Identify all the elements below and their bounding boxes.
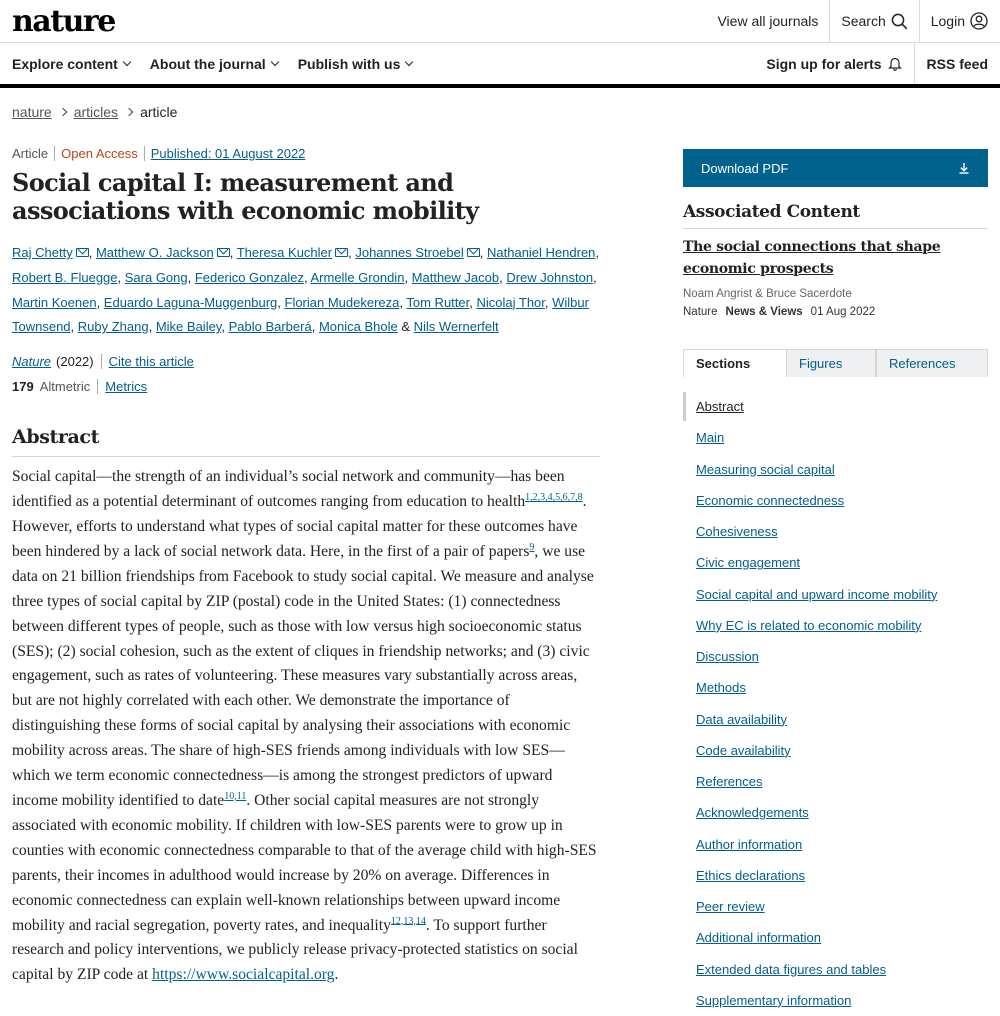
publish-with-us-menu[interactable] xyxy=(298,56,413,72)
journal-link[interactable]: Nature xyxy=(12,354,52,370)
author-link[interactable]: Wilbur Townsend xyxy=(12,294,589,335)
section-link[interactable]: Economic connectedness xyxy=(696,492,845,508)
section-link[interactable]: Code availability xyxy=(696,742,791,758)
divider xyxy=(97,379,98,394)
email-icon[interactable] xyxy=(217,248,230,257)
section-link[interactable]: Peer review xyxy=(696,899,765,915)
chevron-right-icon xyxy=(58,108,66,116)
section-link[interactable]: Ethics declarations xyxy=(696,867,806,883)
section-item[interactable] xyxy=(683,579,988,610)
open-access-label: Open Access xyxy=(61,146,138,161)
divider xyxy=(144,146,145,161)
login-button[interactable] xyxy=(920,0,988,42)
author-link[interactable]: Monica Bhole xyxy=(318,319,398,335)
about-journal-menu[interactable] xyxy=(150,56,278,72)
main-nav xyxy=(0,43,1000,88)
sidebar xyxy=(683,149,988,1016)
associated-type: News & Views xyxy=(725,306,803,318)
explore-content-menu[interactable] xyxy=(12,56,130,72)
section-link[interactable]: Additional information xyxy=(696,930,822,946)
section-item[interactable] xyxy=(683,860,988,891)
section-list xyxy=(683,391,988,1016)
section-link[interactable]: Supplementary information xyxy=(696,992,852,1008)
author-link[interactable]: Robert B. Fluegge xyxy=(12,269,118,285)
author-link[interactable]: Matthew O. Jackson xyxy=(95,245,214,260)
reference-link[interactable]: 12,13,14 xyxy=(390,915,426,927)
abstract-heading: Abstract xyxy=(12,426,600,457)
metrics-row xyxy=(12,379,600,394)
published-date-link[interactable]: Published: 01 August 2022 xyxy=(150,146,306,161)
author-link[interactable]: Nicolaj Thor xyxy=(476,294,545,310)
section-link[interactable]: Methods xyxy=(696,680,746,696)
article-main xyxy=(12,146,600,988)
search-label: Search xyxy=(841,13,886,29)
explore-content-label: Explore content xyxy=(12,55,118,72)
article-year: (2022) xyxy=(56,354,94,370)
altmetric-label: Altmetric xyxy=(39,379,91,395)
author-link[interactable]: Ruby Zhang xyxy=(77,319,149,335)
author-link[interactable]: Theresa Kuchler xyxy=(236,245,333,260)
tab-figures[interactable]: Figures xyxy=(786,349,876,377)
email-icon[interactable] xyxy=(335,248,348,257)
download-pdf-label: Download PDF xyxy=(701,160,789,176)
section-item[interactable] xyxy=(683,704,988,735)
section-item[interactable] xyxy=(683,516,988,547)
section-link[interactable]: Civic engagement xyxy=(696,555,801,571)
reference-link[interactable]: 9 xyxy=(529,541,535,553)
section-link[interactable]: Why EC is related to economic mobility xyxy=(696,617,922,633)
login-label: Login xyxy=(930,13,965,29)
citation-row xyxy=(12,354,600,369)
cite-article-link[interactable]: Cite this article xyxy=(108,354,194,370)
author-link[interactable]: Raj Chetty xyxy=(12,245,73,260)
author-link[interactable]: Eduardo Laguna-Muggenburg xyxy=(103,294,278,310)
download-icon xyxy=(958,162,970,174)
bell-icon xyxy=(888,56,902,71)
author-link[interactable]: Florian Mudekereza xyxy=(284,294,400,310)
author-link[interactable]: Johannes Stroebel xyxy=(355,245,464,260)
section-item[interactable] xyxy=(683,391,988,422)
abstract-part: . However, efforts to understand what types of social capital matter for these outcomes have been hindered by a lack of social network data. Here, in the first of a pair of papers xyxy=(12,493,587,560)
breadcrumb xyxy=(12,104,177,120)
section-item[interactable] xyxy=(683,610,988,641)
view-all-journals-label: View all journals xyxy=(717,13,819,29)
abstract-part: . xyxy=(334,966,339,984)
abstract-part: . Other social capital measures are not strongly associated with economic mobility. If children with low-SES parents were to grow up in counties with economic connectedness comparable to that of the average child with high-SES parents, their incomes in adulthood would increase by 20% on average. Differences in economic connectedness can explain well-known relationships between upward income mobility and racial segregation, poverty rates, and inequality xyxy=(12,791,597,934)
section-link[interactable]: Measuring social capital xyxy=(696,461,835,477)
associated-authors: Noam Angrist & Bruce Sacerdote xyxy=(683,288,852,300)
download-pdf-button[interactable] xyxy=(683,149,988,187)
alerts-label: Sign up for alerts xyxy=(766,55,882,72)
author-link[interactable]: Tom Rutter xyxy=(406,294,470,310)
divider xyxy=(54,146,55,161)
article-meta xyxy=(12,146,600,161)
section-item[interactable] xyxy=(683,641,988,672)
section-link[interactable]: Discussion xyxy=(696,649,759,665)
metrics-link[interactable]: Metrics xyxy=(105,379,148,395)
rss-feed-link[interactable] xyxy=(915,43,988,84)
author-link[interactable]: Nils Wernerfelt xyxy=(413,319,499,335)
author-link[interactable]: Federico Gonzalez xyxy=(194,269,304,285)
section-link[interactable]: Cohesiveness xyxy=(696,524,778,540)
section-item[interactable] xyxy=(683,766,988,797)
reference-link[interactable]: 10,11 xyxy=(224,790,247,802)
author-link[interactable]: Drew Johnston xyxy=(506,269,594,285)
socialcapital-link[interactable]: https://www.socialcapital.org xyxy=(152,966,335,984)
author-link[interactable]: Sara Gong xyxy=(124,269,188,285)
author-link[interactable]: Nathaniel Hendren xyxy=(487,245,596,260)
section-link[interactable]: Acknowledgements xyxy=(696,805,809,821)
author-link[interactable]: Pablo Barberá xyxy=(228,319,312,335)
breadcrumb-home[interactable]: nature xyxy=(12,104,52,120)
author-link[interactable]: Martin Koenen xyxy=(12,294,97,310)
author-link[interactable]: Armelle Grondin xyxy=(310,269,405,285)
associated-date: 01 Aug 2022 xyxy=(810,306,876,318)
section-item[interactable] xyxy=(683,985,988,1016)
sidebar-tabs xyxy=(683,349,988,377)
search-icon xyxy=(891,13,908,30)
associated-content-heading: Associated Content xyxy=(683,202,988,229)
article-title: Social capital I: measurement and associations with economic mobility xyxy=(12,168,479,225)
section-item[interactable] xyxy=(683,485,988,516)
chevron-down-icon xyxy=(405,58,413,66)
altmetric-score: 179 xyxy=(12,379,34,395)
section-item[interactable] xyxy=(683,954,988,985)
section-item[interactable] xyxy=(683,735,988,766)
tab-references[interactable]: References xyxy=(876,349,988,377)
email-icon[interactable] xyxy=(467,248,480,257)
email-icon[interactable] xyxy=(76,248,89,257)
section-item[interactable] xyxy=(683,922,988,953)
section-link[interactable]: References xyxy=(696,774,763,790)
section-link[interactable]: Author information xyxy=(696,836,803,852)
section-item[interactable] xyxy=(683,672,988,703)
article-type: Article xyxy=(12,146,49,161)
chevron-down-icon xyxy=(123,58,131,66)
abstract-part: , we use data on 21 billion friendships from Facebook to study social capital. We measure and analyse three types of social capital by ZIP (postal) code in the United States: (1) connectedness between different types of people, such as those with low versus high socioeconomic status (SES); (2) social cohesion, such as the extent of cliques in friendship networks; and (3) civic engagement, such as rates of volunteering. These measures vary substantially across areas, but are not highly correlated with each other. We demonstrate the importance of distinguishing these forms of social capital by analysing their associations with economic mobility across areas. The share of high-SES friends among individuals with low SES—which we term economic connectedness—is among the strongest predictors of upward income mobility identified to date xyxy=(12,542,594,809)
author-list: Raj Chetty , Matthew O. Jackson , Theresa Kuchler , Johannes Stroebel , Nathaniel Hendren, Robert B. Fluegge, Sara Gong, Federico Gonzalez, Armelle Grondin, Matthew Jacob, Drew Johnston, Martin Koenen, Eduardo Laguna-Muggenburg, Florian Mudekereza, Tom Rutter, Nicolaj Thor, Wilbur Townsend, Ruby Zhang, Mike Bailey, Pablo Barberá, Monica Bhole & Nils Wernerfelt xyxy=(12,245,600,335)
tab-sections[interactable]: Sections xyxy=(683,349,786,377)
section-item[interactable] xyxy=(683,829,988,860)
nature-logo[interactable]: nature xyxy=(12,4,115,39)
associated-meta xyxy=(683,306,988,318)
associated-journal: Nature xyxy=(683,306,718,318)
top-links xyxy=(706,0,988,42)
section-link[interactable]: Social capital and upward income mobility xyxy=(696,586,938,602)
section-link[interactable]: Data availability xyxy=(696,711,788,727)
abstract-text xyxy=(12,465,600,988)
section-item[interactable] xyxy=(683,422,988,453)
associated-article-link[interactable]: The social connections that shape economic prospects xyxy=(683,239,941,277)
divider xyxy=(101,354,102,369)
search-button[interactable] xyxy=(830,0,918,42)
section-link[interactable]: Abstract xyxy=(696,399,744,415)
author-link[interactable]: Mike Bailey xyxy=(155,319,222,335)
view-all-journals-link[interactable] xyxy=(706,0,829,42)
abstract-part: Social capital—the strength of an individual’s social network and community—has been identified as a potential determinant of outcomes ranging from education to health xyxy=(12,468,565,511)
chevron-down-icon xyxy=(270,58,278,66)
section-link[interactable]: Extended data figures and tables xyxy=(696,961,887,977)
abstract-part: . To support further research and policy interventions, we publicly release privacy-protected statistics on social capital by ZIP code at xyxy=(12,916,578,984)
user-icon xyxy=(970,12,988,30)
section-item[interactable] xyxy=(683,454,988,485)
section-item[interactable] xyxy=(683,797,988,828)
rss-label: RSS feed xyxy=(926,55,988,72)
section-link[interactable]: Main xyxy=(696,430,725,446)
top-bar xyxy=(0,0,1000,43)
section-item[interactable] xyxy=(683,891,988,922)
reference-link[interactable]: 1,2,3,4,5,6,7,8 xyxy=(525,491,583,503)
publish-with-us-label: Publish with us xyxy=(297,55,401,72)
breadcrumb-articles[interactable]: articles xyxy=(73,104,119,120)
chevron-right-icon xyxy=(125,108,133,116)
section-item[interactable] xyxy=(683,547,988,578)
author-link[interactable]: Matthew Jacob xyxy=(411,269,500,285)
about-journal-label: About the journal xyxy=(149,55,266,72)
breadcrumb-current: article xyxy=(140,104,178,120)
sign-up-alerts-button[interactable] xyxy=(754,43,913,84)
